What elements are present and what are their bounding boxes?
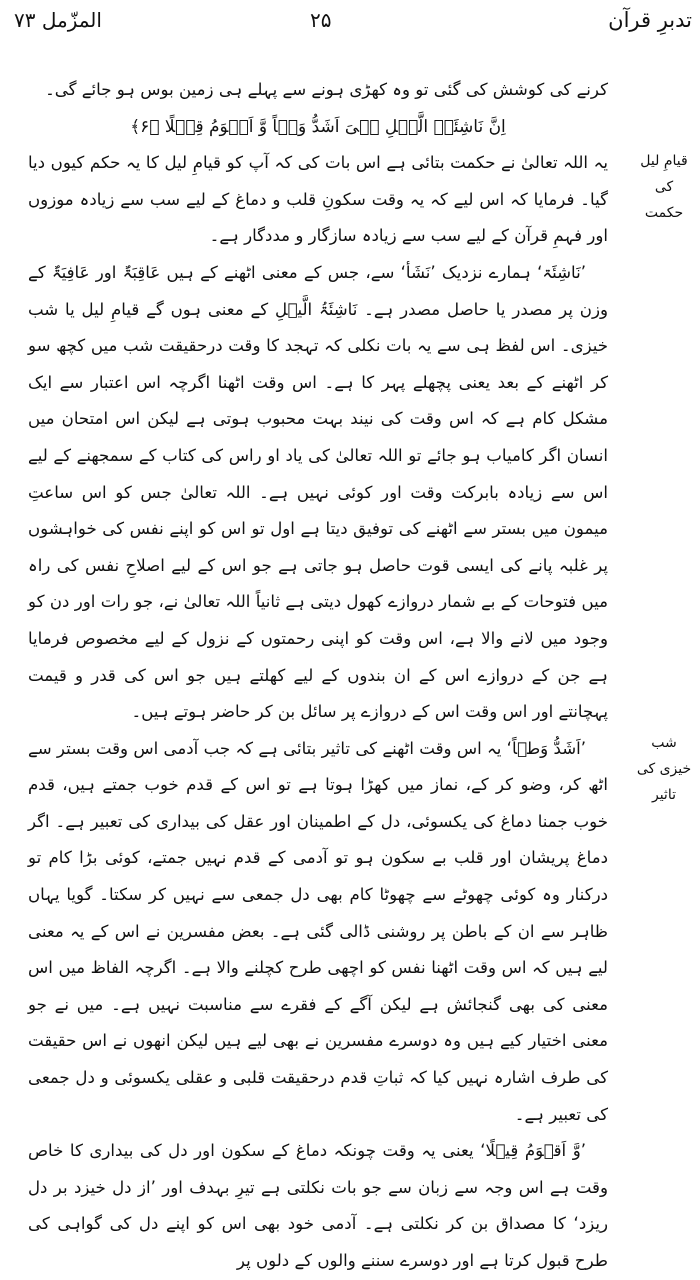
quran-verse: اِنَّ نَاشِئَۃَ الَّیۡلِ ہِیَ اَشَدُّ وَطۡاً وَّ اَقۡوَمُ قِیۡلًا ﴿۶﴾ [130, 116, 506, 137]
paragraph-ashaddu-wata: ’اَشَدُّ وَطۡاً‘ یہ اس وقت اٹھنے کی تاثیر بتائی ہے کہ جب آدمی اس وقت بستر سے اٹھ کر، وضو کر کے، نماز میں کھڑا ہوتا ہے تو اس کے قدم خوب جمتے ہیں، قدم خوب جمنا دماغ کی یکسوئی، دل کے اطمینان اور عقل کی بیداری کی تعبیر ہے۔ اگر دماغ پریشان اور قلب بے سکون ہو تو آدمی کے قدم نہیں جمتے، کوئی بڑا کام تو درکنار وہ کوئی چھوٹے سے چھوٹا کام بھی دل جمعی سے نہیں کر سکتا۔ گویا یہاں ظاہر سے ان کے باطن پر روشنی ڈالی گئی ہے۔ بعض مفسرین نے اس کے یہ معنی لیے ہیں کہ اس وقت اٹھنا نفس کو اچھی طرح کچلنے والا ہے۔ اگرچہ الفاظ میں اس معنی کی بھی گنجائش ہے لیکن آگے کے فقرے سے مناسبت نہیں ہے۔ میں نے جو معنی اختیار کیے ہیں وہ دوسرے مفسرین نے بھی لیے ہیں لیکن انھوں نے اس حقیقت کی طرف اشارہ نہیں کیا کہ ثباتِ قدم درحقیقت قلبی و عقلی یکسوئی و دل جمعی کی تعبیر ہے۔ [28, 738, 608, 1124]
page-number: ۲۵ [310, 8, 332, 32]
margin-note-night-rising-effect: شب خیزی کی تاثیر [636, 735, 692, 803]
page-header [0, 6, 700, 36]
paragraph-wisdom: یہ اللہ تعالیٰ نے حکمت بتائی ہے اس بات کی کہ آپ کو قیامِ لیل کا یہ حکم کیوں دیا گیا۔ فرمایا کہ اس لیے کہ یہ وقت سکونِ قلب و دماغ کے لیے سب سے زیادہ موزوں اور فہمِ قرآن کے لیے سب سے زیادہ سازگار و مددگار ہے۔ [28, 153, 608, 246]
book-title: تدبرِ قرآن [608, 8, 692, 32]
surah-reference: المزّمل ۷۳ [14, 8, 102, 32]
paragraph-aqwamu-qila: ’وَّ اَقۡوَمُ قِیۡلًا‘ یعنی یہ وقت چونکہ دماغ کے سکون اور دل کی بیداری کا خاص وقت ہے اس وجہ سے زبان سے جو بات نکلتی ہے تیرِ بہدف اور ’از دل خیزد بر دل ریزد‘ کا مصداق بن کر نکلتی ہے۔ آدمی خود بھی اس کو اپنے دل کی گواہی کی طرح قبول کرتا ہے اور دوسرے سننے والوں کے دلوں پر [28, 1141, 608, 1270]
paragraph-continuation: کرنے کی کوشش کی گئی تو وہ کھڑی ہونے سے پہلے ہی زمین بوس ہو جائے گی۔ [45, 80, 608, 99]
paragraph-nashiah: ’نَاشِئَۃ‘ ہمارے نزدیک ’نَشَأ‘ سے، جس کے معنی اٹھنے کے ہیں عَاقِبَۃٌ اور عَافِیَۃٌ کے وزن پر مصدر یا حاصل مصدر ہے۔ نَاشِئَۃُ الَّیۡلِ کے معنی ہوں گے قیامِ لیل یا شب خیزی۔ اس لفظ ہی سے یہ بات نکلی کہ تہجد کا وقت درحقیقت شب میں کچھ سو کر اٹھنے کے بعد یعنی پچھلے پہر کا ہے۔ اس وقت اٹھنا اگرچہ اس اعتبار سے ایک مشکل کام ہے کہ اس وقت کی نیند بہت محبوب ہوتی ہے لیکن اس امتحان میں انسان اگر کامیاب ہو جائے تو اللہ تعالیٰ کی یاد او راس کی کتاب کے سمجھنے کے لیے اس سے زیادہ بابرکت وقت اور کوئی نہیں ہے۔ اللہ تعالیٰ جس کو اس ساعتِ میمون میں بستر سے اٹھنے کی توفیق دیتا ہے اول تو اس کو اپنے نفس کی خواہشوں پر غلبہ پانے کی ایسی قوت حاصل ہو جاتی ہے جو اس کے لیے اصلاحِ نفس کی راہ میں فتوحات کے بے شمار دروازے کھول دیتی ہے ثانیاً اللہ تعالیٰ نے، جو رات اور دن کو وجود میں لانے والا ہے، اس وقت کو اپنی رحمتوں کے نزول کے لیے مخصوص فرمایا ہے جن کے دروازے اس کے ان بندوں کے لیے کھلتے ہیں جو اس کی قدر و قیمت پہچانتے اور اس وقت اس کے دروازے پر سائل بن کر حاضر ہوتے ہیں۔ [28, 262, 608, 722]
body-text [28, 72, 608, 1280]
margin-note-night-prayer-wisdom: قیامِ لیل کی حکمت [640, 153, 688, 221]
